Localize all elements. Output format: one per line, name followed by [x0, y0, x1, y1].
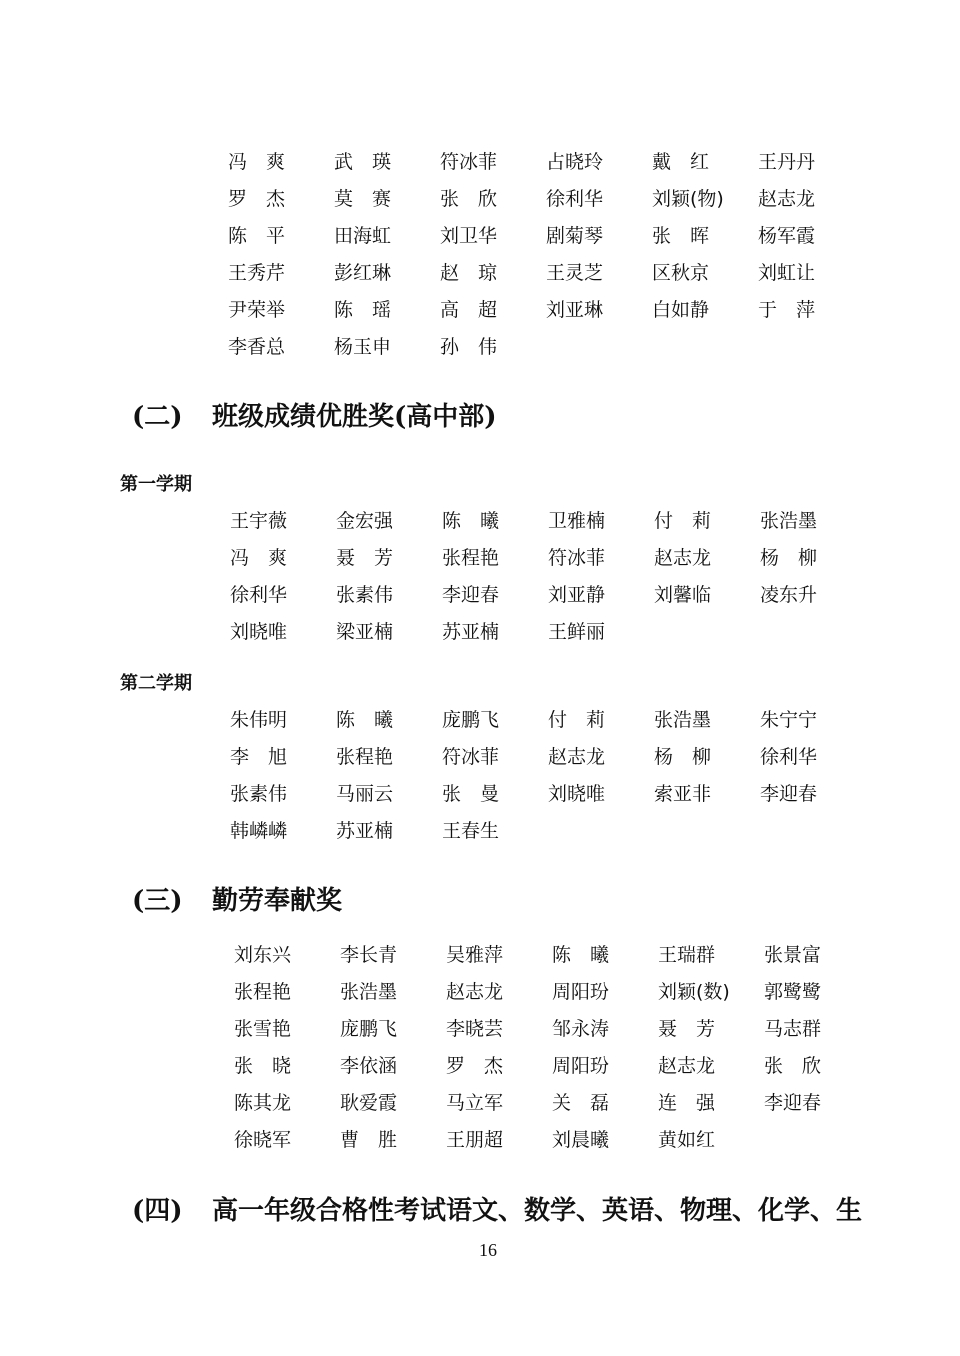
name-cell: 张 晓 [234, 1055, 292, 1077]
name-cell: 赵 琼 [440, 262, 498, 284]
name-cell: 符冰菲 [440, 151, 498, 173]
name-cell: 冯 爽 [230, 547, 288, 569]
section-number: (三) [132, 886, 183, 916]
name-cell: 李依涵 [340, 1055, 398, 1077]
name-cell: 符冰菲 [442, 746, 500, 768]
name-cell: 赵志龙 [758, 188, 816, 210]
name-cell: 付 莉 [548, 709, 606, 731]
name-cell: 张 晖 [652, 225, 710, 247]
name-cell: 韩嶙嶙 [230, 820, 288, 842]
name-cell: 徐利华 [760, 746, 818, 768]
name-cell: 符冰菲 [548, 547, 606, 569]
name-cell: 凌东升 [760, 584, 818, 606]
name-cell: 罗 杰 [228, 188, 286, 210]
term-label-2: 第二学期 [120, 673, 192, 694]
name-cell: 田海虹 [334, 225, 392, 247]
name-cell: 卫雅楠 [548, 510, 606, 532]
name-cell: 王灵芝 [546, 262, 604, 284]
name-cell: 耿爱霞 [340, 1092, 398, 1114]
name-cell: 连 强 [658, 1092, 716, 1114]
name-cell: 李迎春 [764, 1092, 822, 1114]
name-cell: 黄如红 [658, 1129, 716, 1151]
name-cell: 徐利华 [546, 188, 604, 210]
name-cell: 高 超 [440, 299, 498, 321]
names-grid-term2 [230, 702, 866, 850]
name-cell: 王秀芹 [228, 262, 286, 284]
name-cell: 张雪艳 [234, 1018, 292, 1040]
name-cell: 张程艳 [442, 547, 500, 569]
name-cell: 王朋超 [446, 1129, 504, 1151]
section-title: 勤劳奉献奖 [212, 886, 343, 916]
name-cell: 郭鹭鹭 [764, 981, 822, 1003]
name-cell: 徐利华 [230, 584, 288, 606]
section-heading-3 [132, 880, 342, 917]
name-cell: 周阳玢 [552, 981, 610, 1003]
name-cell: 张景富 [764, 944, 822, 966]
name-cell: 刘晨曦 [552, 1129, 610, 1151]
name-cell: 刘亚琳 [546, 299, 604, 321]
names-grid-section3 [234, 937, 870, 1159]
name-cell: 孙 伟 [440, 336, 498, 358]
name-cell: 陈 曦 [442, 510, 500, 532]
name-cell: 张浩墨 [760, 510, 818, 532]
name-cell: 张程艳 [234, 981, 292, 1003]
name-cell: 罗 杰 [446, 1055, 504, 1077]
name-cell: 聂 芳 [336, 547, 394, 569]
name-cell: 李迎春 [442, 584, 500, 606]
name-cell: 朱伟明 [230, 709, 288, 731]
name-cell: 占晓玲 [546, 151, 604, 173]
name-cell: 陈 瑶 [334, 299, 392, 321]
name-cell: 梁亚楠 [336, 621, 394, 643]
name-cell: 赵志龙 [446, 981, 504, 1003]
name-cell: 吴雅萍 [446, 944, 504, 966]
name-cell: 刘卫华 [440, 225, 498, 247]
name-cell: 赵志龙 [658, 1055, 716, 1077]
name-cell: 张素伟 [230, 783, 288, 805]
name-cell: 杨 柳 [654, 746, 712, 768]
name-cell: 张素伟 [336, 584, 394, 606]
name-cell: 冯 爽 [228, 151, 286, 173]
name-cell: 庞鹏飞 [340, 1018, 398, 1040]
name-cell: 刘亚静 [548, 584, 606, 606]
name-cell: 付 莉 [654, 510, 712, 532]
name-cell: 李香总 [228, 336, 286, 358]
section-number: (二) [132, 402, 183, 432]
page-number: 16 [479, 1240, 497, 1260]
name-cell: 马立军 [446, 1092, 504, 1114]
section-title: 班级成绩优胜奖(高中部) [212, 402, 497, 432]
name-cell: 张浩墨 [340, 981, 398, 1003]
name-cell: 周阳玢 [552, 1055, 610, 1077]
name-cell: 刘晓唯 [230, 621, 288, 643]
section-title: 高一年级合格性考试语文、数学、英语、物理、化学、生 [212, 1196, 863, 1226]
name-cell: 张 欣 [764, 1055, 822, 1077]
name-cell: 刘虹让 [758, 262, 816, 284]
name-cell: 张浩墨 [654, 709, 712, 731]
name-cell: 庞鹏飞 [442, 709, 500, 731]
name-cell: 关 磊 [552, 1092, 610, 1114]
name-cell: 于 萍 [758, 299, 816, 321]
section-heading-2 [132, 396, 497, 433]
name-cell: 剧菊琴 [546, 225, 604, 247]
name-cell: 王春生 [442, 820, 500, 842]
name-cell: 李 旭 [230, 746, 288, 768]
name-cell: 白如静 [652, 299, 710, 321]
name-cell: 刘馨临 [654, 584, 712, 606]
section-number: (四) [132, 1196, 183, 1226]
name-cell: 王宇薇 [230, 510, 288, 532]
name-cell: 苏亚楠 [442, 621, 500, 643]
name-cell: 苏亚楠 [336, 820, 394, 842]
section-heading-4 [132, 1190, 862, 1227]
name-cell: 陈 平 [228, 225, 286, 247]
name-cell: 区秋京 [652, 262, 710, 284]
name-cell: 王鲜丽 [548, 621, 606, 643]
name-cell: 戴 红 [652, 151, 710, 173]
name-cell: 赵志龙 [548, 746, 606, 768]
name-cell: 王丹丹 [758, 151, 816, 173]
name-cell: 莫 赛 [334, 188, 392, 210]
name-cell: 杨玉申 [334, 336, 392, 358]
name-cell: 陈其龙 [234, 1092, 292, 1114]
name-cell: 邹永涛 [552, 1018, 610, 1040]
name-cell: 杨 柳 [760, 547, 818, 569]
name-cell: 马志群 [764, 1018, 822, 1040]
name-cell: 刘颖(数) [658, 981, 730, 1003]
name-cell: 朱宁宁 [760, 709, 818, 731]
name-cell: 张 曼 [442, 783, 500, 805]
name-cell: 刘东兴 [234, 944, 292, 966]
name-cell: 彭红琳 [334, 262, 392, 284]
name-cell: 徐晓军 [234, 1129, 292, 1151]
name-cell: 刘晓唯 [548, 783, 606, 805]
name-cell: 张 欣 [440, 188, 498, 210]
name-cell: 陈 曦 [552, 944, 610, 966]
name-cell: 李晓芸 [446, 1018, 504, 1040]
name-cell: 马丽云 [336, 783, 394, 805]
name-cell: 金宏强 [336, 510, 394, 532]
name-cell: 刘颖(物) [652, 188, 724, 210]
name-cell: 陈 曦 [336, 709, 394, 731]
name-cell: 李迎春 [760, 783, 818, 805]
name-cell: 赵志龙 [654, 547, 712, 569]
name-cell: 索亚非 [654, 783, 712, 805]
name-cell: 李长青 [340, 944, 398, 966]
name-cell: 杨军霞 [758, 225, 816, 247]
term-label-1: 第一学期 [120, 474, 192, 495]
name-cell: 曹 胜 [340, 1129, 398, 1151]
name-cell: 张程艳 [336, 746, 394, 768]
name-cell: 王瑞群 [658, 944, 716, 966]
name-cell: 尹荣举 [228, 299, 286, 321]
name-cell: 聂 芳 [658, 1018, 716, 1040]
names-grid-section1 [228, 144, 864, 366]
names-grid-term1 [230, 503, 866, 651]
name-cell: 武 瑛 [334, 151, 392, 173]
